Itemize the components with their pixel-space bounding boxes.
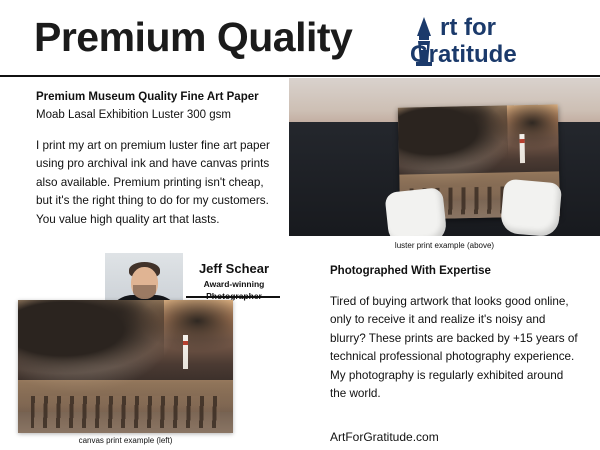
gloved-hand-right <box>500 179 562 238</box>
logo-text-line2: Gratitude <box>410 41 517 68</box>
expertise-section <box>330 265 582 404</box>
portrait-beard <box>133 285 156 299</box>
scene-lighthouse <box>520 134 526 163</box>
paper-subheading: Moab Lasal Exhibition Luster 300 gsm <box>36 108 231 121</box>
header-divider <box>0 75 600 77</box>
canvas-caption: canvas print example (left) <box>78 436 173 445</box>
canvas-scene <box>18 300 233 433</box>
paper-section <box>36 90 281 229</box>
canvas-scene-lighthouse <box>183 335 188 370</box>
artist-name-underline <box>186 296 280 298</box>
artist-title-line1: Award-winning <box>203 278 265 289</box>
logo-text-line1: rt for <box>440 14 496 41</box>
luster-print-photo <box>289 78 600 260</box>
canvas-scene-benches <box>31 396 220 428</box>
website-link[interactable]: ArtForGratitude.com <box>330 430 439 444</box>
page-title: Premium Quality <box>34 14 353 60</box>
paper-heading: Premium Museum Quality Fine Art Paper <box>36 91 259 103</box>
canvas-print-photo <box>18 300 233 433</box>
artist-name: Jeff Schear <box>198 261 270 276</box>
luster-caption: luster print example (above) <box>394 241 495 250</box>
paper-body: I print my art on premium luster fine art paper using pro archival ink and have canvas prints also available. Premium printing isn't cheap, but it's the right thing to do for my customers. You value high quality art that lasts. <box>36 138 270 226</box>
expertise-heading: Photographed With Expertise <box>330 265 491 277</box>
header <box>0 0 600 76</box>
brand-logo[interactable] <box>392 12 582 72</box>
expertise-body: Tired of buying artwork that looks good online, only to receive it and realize it's noisy and blurry? These prints are backed by +15 years of technical professional photography experience. My photography is regularly exhibited around the world. <box>330 295 578 401</box>
